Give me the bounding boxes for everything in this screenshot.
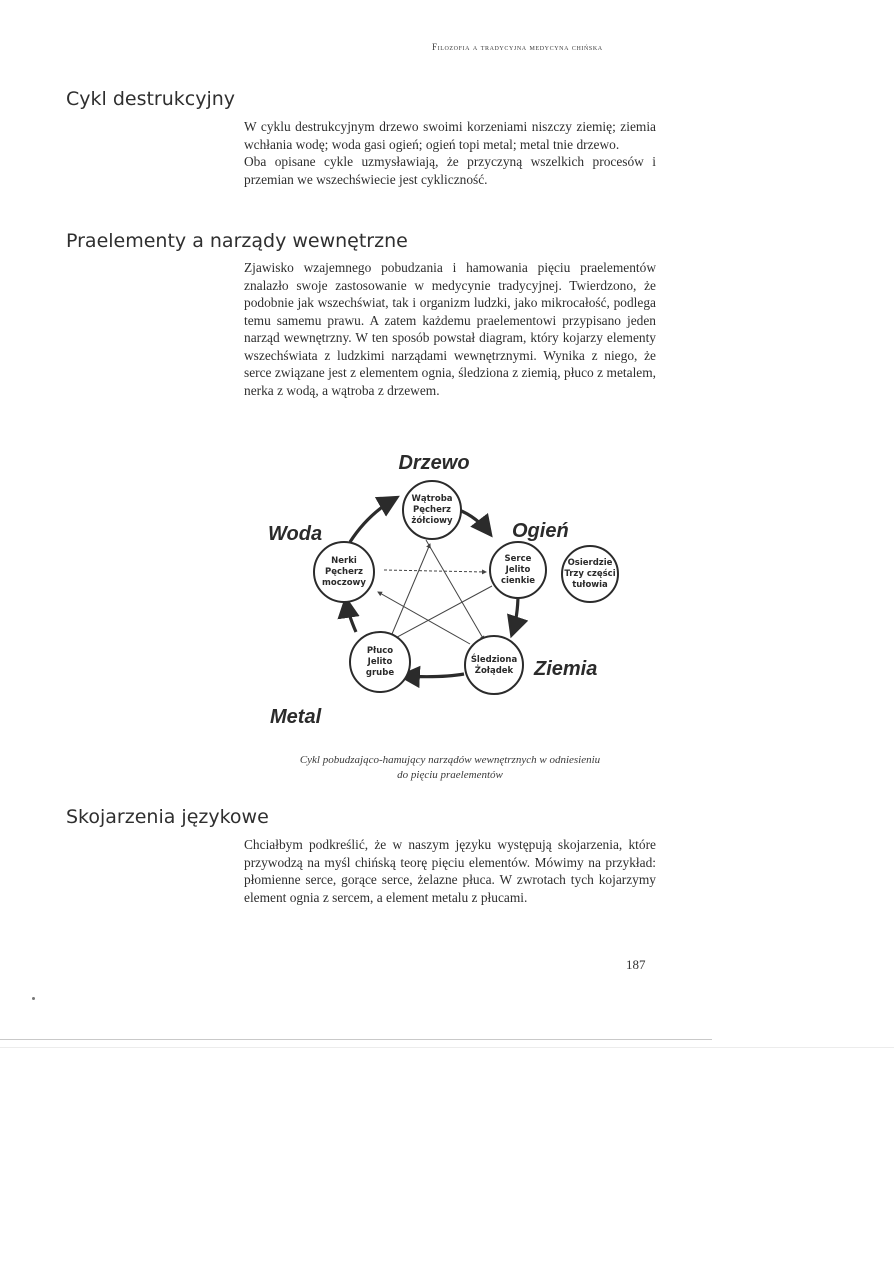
earth-circle bbox=[465, 636, 523, 694]
cycle-arrow-metal-water bbox=[346, 600, 356, 632]
organ-wood-2: Pęcherz bbox=[413, 505, 451, 515]
organ-fire-extra-1: Osierdzie bbox=[567, 558, 613, 568]
organ-wood-3: żółciowy bbox=[411, 516, 453, 526]
page-number: 187 bbox=[626, 957, 646, 972]
section-body-cykl-destrukcyjny bbox=[244, 118, 656, 188]
organ-metal-3: grube bbox=[365, 668, 395, 678]
diagram-caption bbox=[250, 753, 650, 783]
organ-earth-2: Żołądek bbox=[474, 666, 514, 676]
organ-fire-1: Serce bbox=[504, 554, 532, 564]
paragraph: Zjawisko wzajemnego pobudzania i hamowania pięciu praelementów znalazło swoje zastosowanie w medycynie tradycyjnej. Twierdzono, że podobnie jak wszechświat, tak i organizm ludzki, jako mikrocałość, podlega temu samemu prawu. A zatem każdemu praelementowi przypisano jeden narząd wewnętrzny. W ten sposób powstał diagram, który kojarzy elementy wszechświata z ludzkimi narządami wewnętrznymi. Wynika z niego, że serce związane jest z elementem ognia, śledziona z ziemią, płuco z metalem, nerka z wodą, a wątroba z drzewem. bbox=[244, 260, 656, 398]
caption-line: do pięciu praelementów bbox=[397, 769, 503, 781]
organ-water-1: Nerki bbox=[331, 556, 357, 566]
star-arrow-fire-metal bbox=[388, 586, 492, 642]
element-label-water: Woda bbox=[268, 523, 323, 545]
section-title-praelementy: Praelementy a narządy wewnętrzne bbox=[66, 230, 408, 252]
scan-edge-line bbox=[0, 1047, 894, 1048]
organ-water-3: moczowy bbox=[322, 578, 366, 588]
section-title-cykl-destrukcyjny: Cykl destrukcyjny bbox=[66, 88, 236, 110]
organ-metal-1: Płuco bbox=[366, 646, 394, 656]
star-arrow-wood-earth bbox=[426, 540, 484, 640]
star-arrow-metal-wood bbox=[392, 544, 430, 634]
paragraph: Chciałbym podkreślić, że w naszym języku występują skojarzenia, które przywodzą na myśl chińską teorę pięciu elementów. Mówimy na przykład: płomienne serce, gorące serce, żelazne płuca. W zwrotach tych kojarzymy element ognia z sercem, a element metalu z płucami. bbox=[244, 837, 656, 905]
organ-fire-2: Jelito bbox=[505, 565, 531, 575]
section-title-skojarzenia: Skojarzenia językowe bbox=[66, 806, 269, 828]
organ-fire-extra-2: Trzy części bbox=[564, 569, 616, 579]
organ-fire-3: cienkie bbox=[500, 576, 536, 586]
cycle-arrow-fire-earth bbox=[512, 594, 518, 634]
organ-earth-1: Śledziona bbox=[470, 655, 518, 665]
cycle-arrow-water-wood bbox=[350, 498, 396, 542]
element-label-metal: Metal bbox=[270, 706, 322, 728]
five-elements-diagram bbox=[256, 444, 656, 734]
scan-speck bbox=[32, 997, 35, 1000]
caption-line: Cykl pobudzająco-hamujący narządów wewnętrznych w odniesieniu bbox=[299, 754, 601, 766]
paragraph: Oba opisane cykle uzmysławiają, że przyczyną wszelkich procesów i przemian we wszechświecie jest cykliczność. bbox=[244, 154, 656, 187]
organ-water-2: Pęcherz bbox=[325, 567, 363, 577]
paragraph: W cyklu destrukcyjnym drzewo swoimi korzeniami niszczy ziemię; ziemia wchłania wodę; woda gasi ogień; ogień topi metal; metal tnie drzewo. bbox=[244, 119, 656, 152]
element-label-wood: Drzewo bbox=[398, 452, 470, 474]
running-head: Filozofia a tradycyjna medycyna chińska bbox=[432, 42, 603, 52]
star-arrow-water-fire bbox=[384, 570, 486, 572]
organ-metal-2: Jelito bbox=[367, 657, 393, 667]
scan-edge-line bbox=[0, 1039, 712, 1040]
element-label-earth: Ziemia bbox=[534, 658, 598, 680]
section-body-praelementy bbox=[244, 259, 656, 399]
cycle-arrow-earth-metal bbox=[402, 674, 464, 677]
element-label-fire: Ogień bbox=[512, 520, 569, 542]
organ-fire-extra-3: tułowia bbox=[572, 580, 608, 590]
section-body-skojarzenia bbox=[244, 836, 656, 906]
organ-wood-1: Wątroba bbox=[411, 494, 453, 504]
